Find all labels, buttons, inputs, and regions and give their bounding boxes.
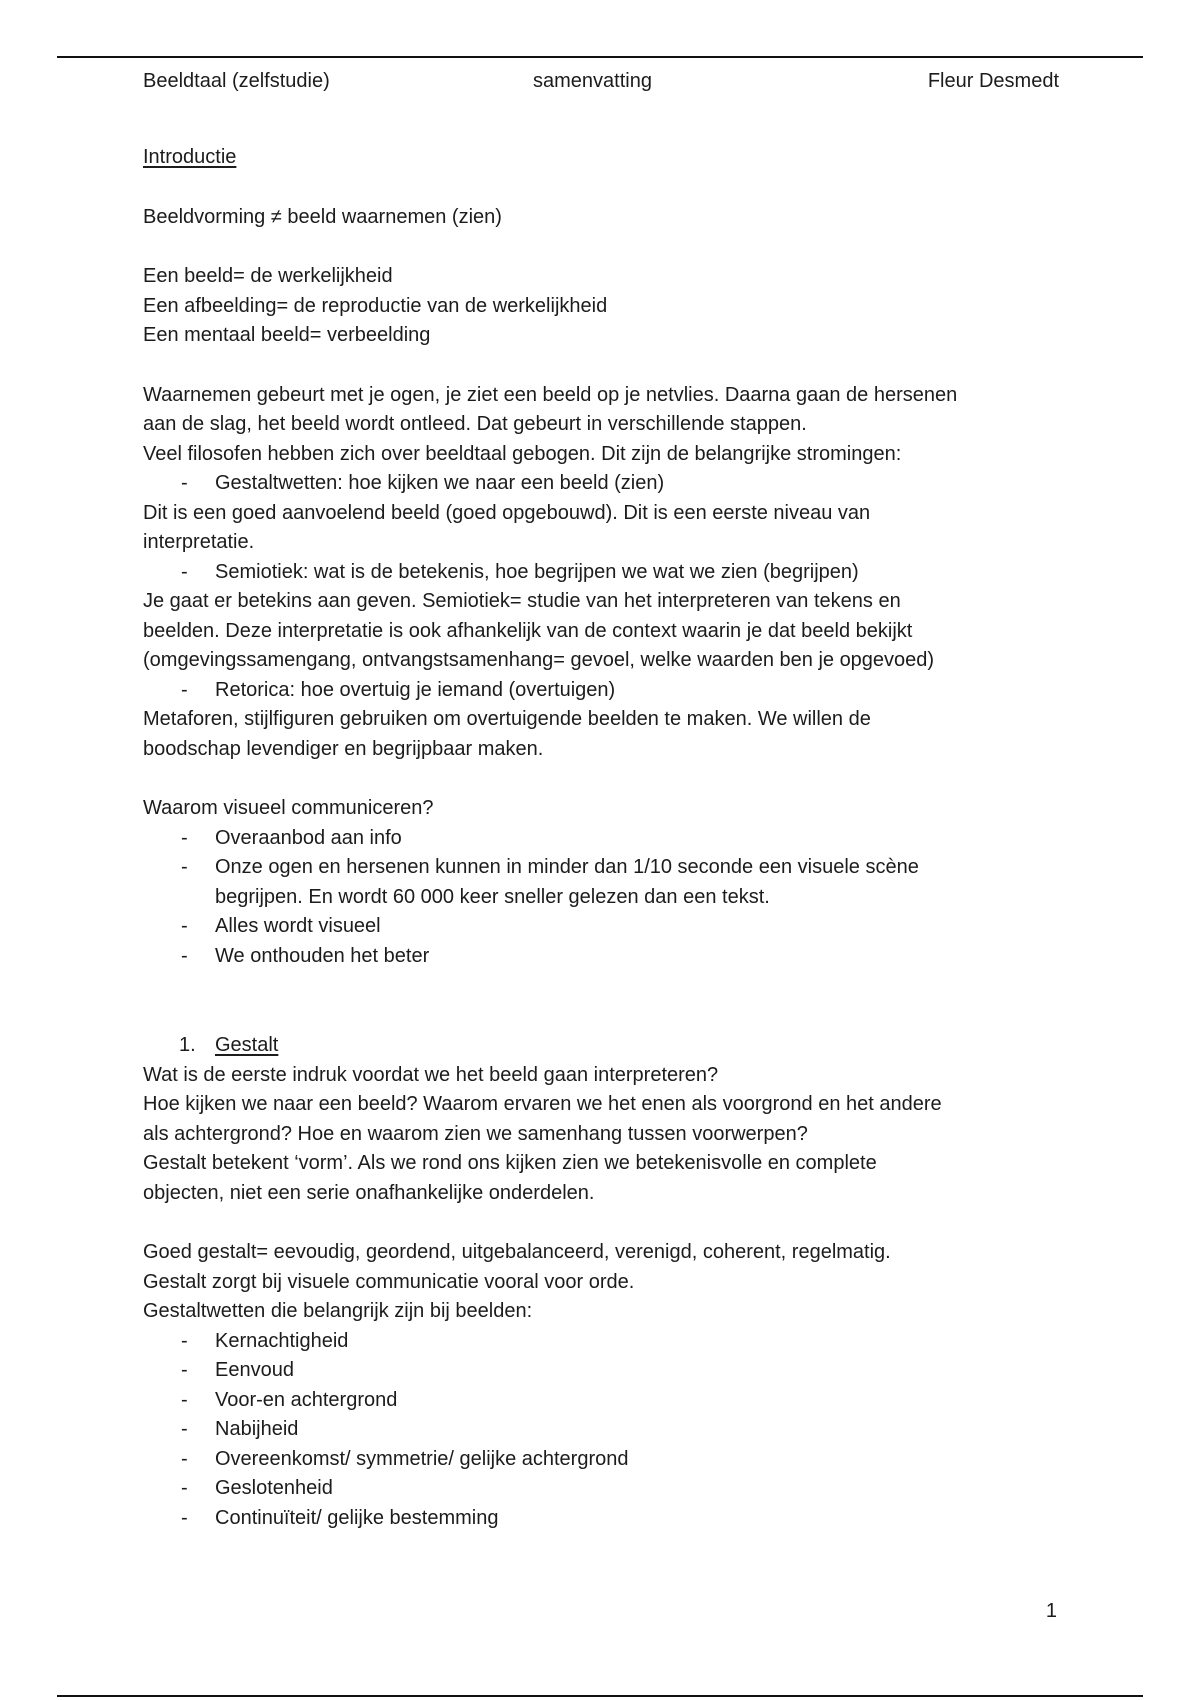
list-item: - Onze ogen en hersenen kunnen in minder dan 1/10 seconde een visuele scène	[143, 853, 1059, 883]
paragraph-line: (omgevingssamengang, ontvangstsamenhang= gevoel, welke waarden ben je opgevoed)	[143, 649, 935, 671]
page-number: 1	[1045, 1600, 1057, 1622]
list-item: - Alles wordt visueel	[143, 912, 1059, 942]
definition-line: Een afbeelding= de reproductie van de werkelijkheid	[143, 294, 608, 317]
header-course: Beeldtaal (zelfstudie)	[143, 70, 330, 92]
paragraph-line: Gestalt betekent ‘vorm’. Als we rond ons kijken zien we betekenisvolle en complete	[143, 1152, 877, 1174]
list-item: - Overaanbod aan info	[143, 824, 1059, 854]
section-number: 1.	[179, 1034, 196, 1056]
section-heading-gestalt	[143, 1031, 1059, 1061]
intro-statement: Beeldvorming ≠ beeld waarnemen (zien)	[143, 205, 502, 228]
bullet-retorica: - Retorica: hoe overtuig je iemand (overtuigen)	[143, 676, 1059, 706]
paragraph-line: Gestalt zorgt bij visuele communicatie vooral voor orde.	[143, 1270, 635, 1293]
paragraph-line: beelden. Deze interpretatie is ook afhankelijk van de context waarin je dat beeld bekijkt	[143, 619, 913, 642]
gestalt-law-item: - Eenvoud	[143, 1356, 1059, 1386]
gestalt-law-item: - Continuïteit/ gelijke bestemming	[143, 1504, 1059, 1534]
gestalt-law-item: - Geslotenheid	[143, 1474, 1059, 1504]
header-rule	[57, 56, 1143, 58]
paragraph-line: Hoe kijken we naar een beeld? Waarom ervaren we het enen als voorgrond en het andere	[143, 1093, 942, 1115]
definition-line: Een beeld= de werkelijkheid	[143, 265, 393, 287]
page-header	[143, 70, 1059, 100]
paragraph-line: Je gaat er betekins aan geven. Semiotiek= studie van het interpreteren van tekens en	[143, 590, 901, 612]
gestalt-law-item: - Overeenkomst/ symmetrie/ gelijke achtergrond	[143, 1445, 1059, 1475]
header-doc-type: samenvatting	[533, 70, 652, 92]
document-body	[143, 143, 1059, 1533]
intro-heading: Introductie	[143, 146, 237, 168]
gestalt-law-item: - Voor-en achtergrond	[143, 1386, 1059, 1416]
paragraph-line: Metaforen, stijlfiguren gebruiken om overtuigende beelden te maken. We willen de	[143, 708, 871, 730]
bullet-semiotiek: - Semiotiek: wat is de betekenis, hoe begrijpen we wat we zien (begrijpen)	[143, 558, 1059, 588]
paragraph-line: Dit is een goed aanvoelend beeld (goed opgebouwd). Dit is een eerste niveau van	[143, 501, 871, 524]
paragraph-line: als achtergrond? Hoe en waarom zien we samenhang tussen voorwerpen?	[143, 1122, 808, 1145]
section-title: Gestalt	[215, 1034, 279, 1056]
paragraph-line: interpretatie.	[143, 531, 255, 553]
paragraph-line: objecten, niet een serie onafhankelijke onderdelen.	[143, 1181, 595, 1204]
bullet-gestaltwetten: - Gestaltwetten: hoe kijken we naar een beeld (zien)	[143, 469, 1059, 499]
paragraph-line: Waarnemen gebeurt met je ogen, je ziet een beeld op je netvlies. Daarna gaan de hersenen	[143, 383, 958, 406]
paragraph-line: Gestaltwetten die belangrijk zijn bij beelden:	[143, 1300, 533, 1322]
paragraph-line: Goed gestalt= eevoudig, geordend, uitgebalanceerd, verenigd, coherent, regelmatig.	[143, 1241, 891, 1263]
paragraph-line: Wat is de eerste indruk voordat we het beeld gaan interpreteren?	[143, 1063, 719, 1086]
list-item-continuation: begrijpen. En wordt 60 000 keer sneller gelezen dan een tekst.	[215, 885, 770, 908]
gestalt-law-item: - Nabijheid	[143, 1415, 1059, 1445]
definition-line: Een mentaal beeld= verbeelding	[143, 324, 431, 346]
footer-rule	[57, 1695, 1143, 1697]
paragraph-line: Veel filosofen hebben zich over beeldtaal gebogen. Dit zijn de belangrijke stromingen:	[143, 442, 902, 465]
why-visual-heading: Waarom visueel communiceren?	[143, 797, 434, 819]
paragraph-line: aan de slag, het beeld wordt ontleed. Dat gebeurt in verschillende stappen.	[143, 413, 807, 435]
paragraph-line: boodschap levendiger en begrijpbaar maken.	[143, 737, 544, 760]
header-author: Fleur Desmedt	[927, 70, 1059, 92]
list-item: - We onthouden het beter	[143, 942, 1059, 972]
gestalt-law-item: - Kernachtigheid	[143, 1327, 1059, 1357]
